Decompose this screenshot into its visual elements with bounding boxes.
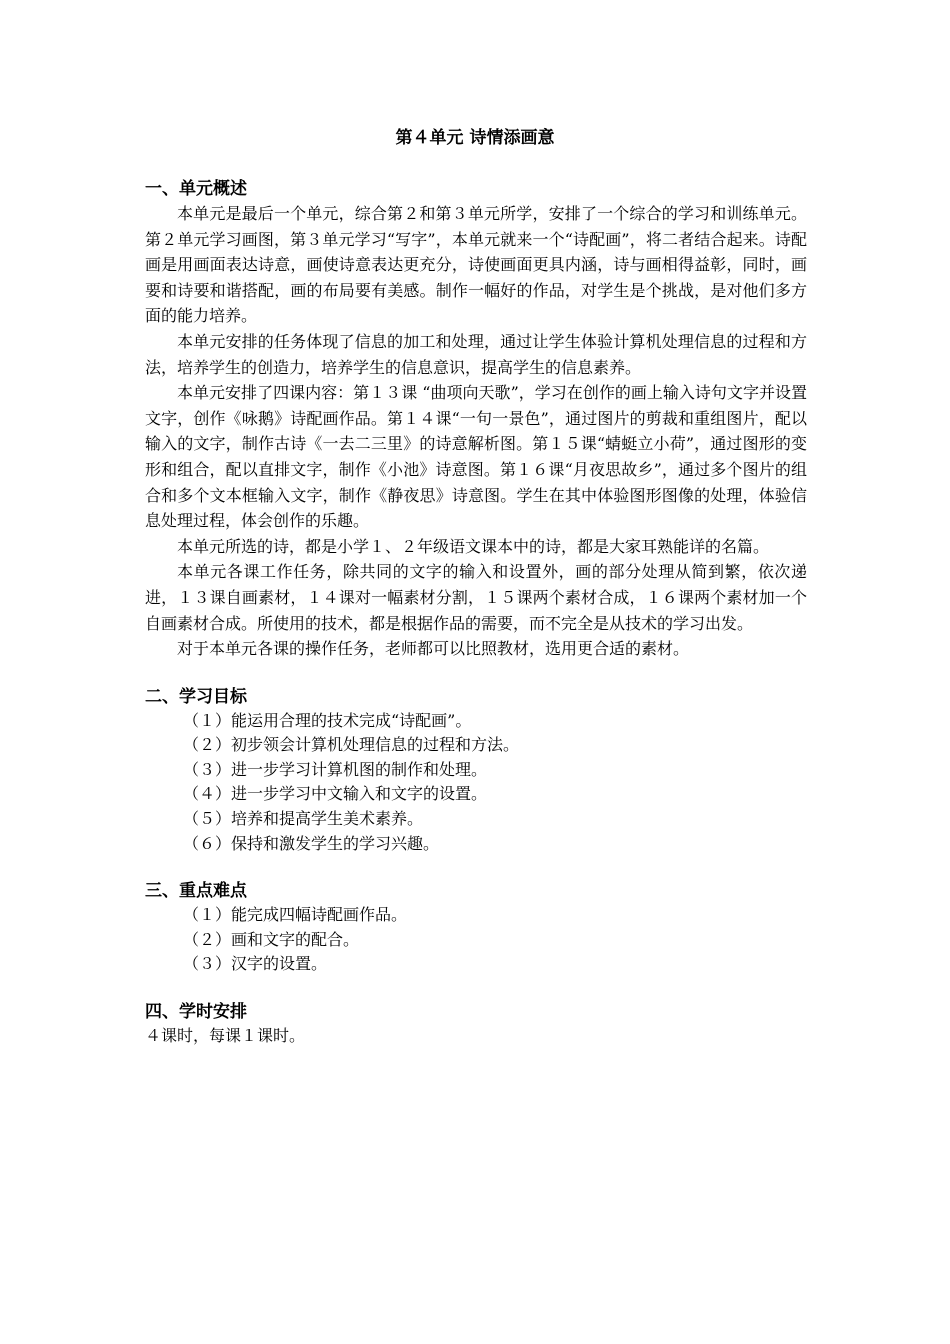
schedule-text: ４课时，每课１课时。 xyxy=(145,1026,306,1046)
section-objectives xyxy=(145,686,807,857)
paragraph: 对于本单元各课的操作任务，老师都可以比照教材，选用更合适的素材。 xyxy=(177,639,690,659)
list-item: （１）能运用合理的技术完成“诗配画”。 xyxy=(183,710,472,730)
paragraph: 本单元安排了四课内容：第１３课 “曲项向天歌”，学习在创作的画上输入诗句文字并设置文字，创作《咏鹅》诗配画作品。第１４课“一句一景色”，通过图片的剪裁和重组图片，配以输入的文字，制作古诗《一去二三里》的诗意解析图。第１５课“蜻蜓立小荷”，通过图形的变形和组合，配以直排文字，制作《小池》诗意图。第１６课“月夜思故乡”，通过多个图片的组合和多个文本框输入文字，制作《静夜思》诗意图。学生在其中体验图形图像的处理，体验信息处理过程，体会创作的乐趣。 xyxy=(145,383,807,531)
list-item: （３）汉字的设置。 xyxy=(183,954,328,974)
section-heading: 四、学时安排 xyxy=(145,1002,247,1023)
paragraph: 本单元各课工作任务，除共同的文字的输入和设置外，画的部分处理从简到繁，依次递进，１３课自画素材，１４课对一幅素材分割，１５课两个素材合成，１６课两个素材加一个自画素材合成。所使用的技术，都是根据作品的需要，而不完全是从技术的学习出发。 xyxy=(145,562,807,633)
paragraph: 本单元是最后一个单元，综合第２和第３单元所学，安排了一个综合的学习和训练单元。第２单元学习画图，第３单元学习“写字”，本单元就来一个“诗配画”，将二者结合起来。诗配画是用画面表达诗意，画使诗意表达更充分，诗使画面更具内涵，诗与画相得益彰，同时，画要和诗要和谐搭配，画的布局要有美感。制作一幅好的作品，对学生是个挑战，是对他们多方面的能力培养。 xyxy=(145,204,807,326)
paragraph: 本单元安排的任务体现了信息的加工和处理，通过让学生体验计算机处理信息的过程和方法，培养学生的创造力，培养学生的信息意识，提高学生的信息素养。 xyxy=(145,331,807,377)
list-item: （２）画和文字的配合。 xyxy=(183,929,360,949)
section-heading: 二、学习目标 xyxy=(145,686,247,707)
page-title: 第４单元 诗情添画意 xyxy=(395,128,555,148)
list-item: （１）能完成四幅诗配画作品。 xyxy=(183,905,408,925)
list-item: （６）保持和激发学生的学习兴趣。 xyxy=(183,833,440,853)
list-item: （３）进一步学习计算机图的制作和处理。 xyxy=(183,759,488,779)
section-heading: 三、重点难点 xyxy=(145,881,247,902)
section-key-points xyxy=(145,880,807,977)
paragraph: 本单元所选的诗，都是小学１、２年级语文课本中的诗，都是大家耳熟能详的名篇。 xyxy=(177,536,770,556)
list-item: （５）培养和提高学生美术素养。 xyxy=(183,809,424,829)
section-schedule xyxy=(145,1001,807,1048)
section-overview xyxy=(145,178,807,662)
list-item: （４）进一步学习中文输入和文字的设置。 xyxy=(183,784,488,804)
list-item: （２）初步领会计算机处理信息的过程和方法。 xyxy=(183,735,520,755)
document-body xyxy=(145,178,807,1048)
section-heading: 一、单元概述 xyxy=(145,179,247,199)
